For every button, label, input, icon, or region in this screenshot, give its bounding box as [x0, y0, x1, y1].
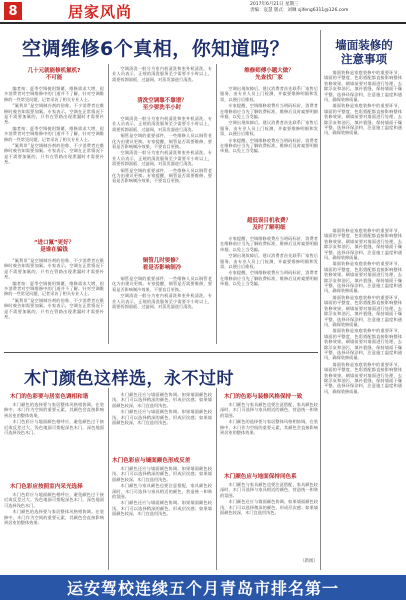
secondary-headline: 木门颜色这样选，永不过时 [24, 369, 234, 389]
subhead-2-line1: “进口氟”更好？ [33, 240, 75, 246]
subhead-5-line1: 维修师傅小题大做？ [244, 68, 294, 74]
paragraph: 编者按：夏季空调使用频繁，维修需求大增，很多消费者对空调维修中的门道并不了解。针对空调维修的一些常见问题，记者采访了相关专业人士。 [4, 86, 104, 102]
bottom-subhead-2: 木门的色彩与装修风格保持一致 [224, 394, 303, 400]
bottom-column-1 [4, 402, 104, 482]
paragraph: 空调清洗一般分为室内机清洗和室外机清洗。专业人员表示，正规的清洗服务至少需要半小时以上，需要拆卸面板、过滤网，对蒸发器进行清洗。 [112, 116, 212, 132]
paragraph: 木门颜色还应与墙面颜色协调。如果墙面颜色较浅，木门可以选择稍深的颜色，形成层次感；如果墙面颜色较深，木门宜选用浅色。 [112, 500, 212, 517]
article-column-1b [4, 258, 104, 344]
paragraph: 墙面装修是家庭装修中的重要环节，墙面的平整度、色彩搭配都直接影响整体装修效果。刷墙前要对墙面进行处理，去除浮灰和油污，填补裂缝，保持墙面干燥平整。选择环保涂料，注意施工温度和通风，确保装修质量。 [324, 103, 402, 136]
paragraph: 木门颜色的选择要与家居整体风格相协调。在装修中，木门作为空间的重要元素，其颜色会直接影响到居室的整体效果。 [4, 509, 104, 526]
subhead-4-line2: 看是否影响制冷 [142, 265, 182, 271]
paragraph: 墙面装修是家庭装修中的重要环节，墙面的平整度、色彩搭配都直接影响整体装修效果。刷墙前要对墙面进行处理，去除浮灰和油污，填补裂缝，保持墙面干燥平整。选择环保涂料，注意施工温度和通风，确保装修质量。 [324, 228, 402, 261]
section-title: 居家风尚 [68, 3, 133, 21]
column-divider [108, 388, 109, 570]
bottom-column-2b [112, 466, 212, 570]
paragraph: 木门颜色与家具颜色也要注意搭配，家具颜色较深时，木门可选择与家具相近的颜色，营造统一和谐的氛围。 [112, 483, 212, 500]
column-divider [320, 30, 321, 570]
paragraph: 墙面装修是家庭装修中的重要环节，墙面的平整度、色彩搭配都直接影响整体装修效果。刷墙前要对墙面进行处理，去除浮灰和油污，填补裂缝，保持墙面干燥平整。选择环保涂料，注意施工温度和通风，确保装修质量。 [324, 261, 402, 294]
paragraph: 墙面装修是家庭装修中的重要环节，墙面的平整度、色彩搭配都直接影响整体装修效果。刷墙前要对墙面进行处理，去除浮灰和油污，填补裂缝，保持墙面干燥平整。选择环保涂料，注意施工温度和通风，确保装修质量。 [324, 328, 402, 361]
column-divider [216, 64, 217, 344]
main-headline: 空调维修6个真相，你知道吗？ [22, 38, 290, 60]
bottom-subhead-3: 木门色彩应按照室内采光选择 [10, 484, 83, 490]
paragraph: 专家提醒，空调维修收费应当明码标价，消费者在维修前应当先了解收费标准，维修后及时索要明细单据，以免上当受骗。 [220, 103, 318, 120]
subhead-1-line2: 不可能 [45, 75, 63, 81]
paragraph: 专家提醒，空调维修收费应当明码标价，消费者在维修前应当先了解收费标准，维修后及时索要明细单据，以免上当受骗。 [220, 137, 318, 154]
subhead-5 [220, 68, 318, 82]
subhead-2-line2: 是谁在骗钱 [40, 247, 68, 253]
side-article-top [324, 70, 402, 225]
side-headline-line2: 注意事项 [341, 52, 387, 66]
subhead-3 [112, 98, 212, 112]
article-column-3b [220, 236, 318, 344]
subhead-3-line1: 清洗空调靠不靠谱？ [137, 98, 187, 104]
paragraph: “氟利昂”是空调制冷剂的俗称，不少消费者在维修时被告知需要加氟。专家表示，空调在正常情况下是不需要加氟的，只有在管路出现泄漏时才需要补充。 [4, 103, 104, 125]
paragraph: 墙面装修是家庭装修中的重要环节，墙面的平整度、色彩搭配都直接影响整体装修效果。刷墙前要对墙面进行处理，去除浮灰和油污，填补裂缝，保持墙面干燥平整。选择环保涂料，注意施工温度和通风，确保装修质量。 [324, 294, 402, 327]
paragraph: 木门色彩应与地面颜色相呼应，避免颜色过于接近或反差过大。浅色地面可搭配深色木门，深色地面可选择浅色木门。 [4, 492, 104, 508]
paragraph: 空调清洗一般分为室内机清洗和室外机清洗。专业人员表示，正规的清洗服务至少需要半小时以上，需要拆卸面板、过滤网，对蒸发器进行清洗。 [112, 66, 212, 82]
bottom-subhead-4: 木门色彩应与墙面颜色形成反差 [112, 458, 191, 464]
subhead-5-line2: 先查找厂家 [255, 75, 283, 81]
header-info [250, 2, 348, 14]
subhead-6-line1: 超低误目机收费？ [246, 218, 291, 224]
paragraph: 木门颜色还应与墙面颜色协调。如果墙面颜色较浅，木门可以选择稍深的颜色，形成层次感；如果墙面颜色较深，木门宜选用浅色。 [220, 499, 318, 516]
paragraph: 专家提醒，空调维修收费应当明码标价，消费者在维修前应当先了解收费标准，维修后及时索要明细单据，以免上当受骗。 [220, 270, 318, 287]
paragraph: 木门颜色的选择要与家居整体风格相协调。在装修中，木门作为空间的重要元素，其颜色会直接影响到居室的整体效果。 [220, 419, 318, 436]
paragraph: 墙面装修是家庭装修中的重要环节，墙面的平整度、色彩搭配都直接影响整体装修效果。刷墙前要对墙面进行处理，去除浮灰和油污，填补裂缝，保持墙面干燥平整。选择环保涂料，注意施工温度和通风，确保装修质量。 [324, 361, 402, 394]
bottom-column-1b [4, 492, 104, 570]
subhead-4-line1: 铜管几时要修？ [142, 258, 182, 264]
subhead-2 [4, 240, 104, 254]
subhead-1 [4, 68, 104, 82]
bottom-column-3 [220, 402, 318, 468]
paragraph: 空调清洗一般分为室内机清洗和室外机清洗。专业人员表示，正规的清洗服务至少需要半小时以上，需要拆卸面板、过滤网，对蒸发器进行清洗。 [112, 293, 212, 310]
side-headline-line1: 墙面装修的 [335, 38, 393, 52]
paragraph: 墙面装修是家庭装修中的重要环节，墙面的平整度、色彩搭配都直接影响整体装修效果。刷墙前要对墙面进行处理，去除浮灰和油污，填补裂缝，保持墙面干燥平整。选择环保涂料，注意施工温度和通风，确保装修质量。 [324, 70, 402, 103]
date-line: 2017年6月21日 星期三 [250, 2, 299, 7]
article-column-2 [112, 116, 212, 256]
paragraph: 木门颜色还应与墙面颜色协调。如果墙面颜色较浅，木门可以选择稍深的颜色，形成层次感；如果墙面颜色较深，木门宜选用浅色。 [112, 392, 212, 408]
paragraph: 木门颜色的选择要与家居整体风格相协调。在装修中，木门作为空间的重要元素，其颜色会直接影响到居室的整体效果。 [4, 402, 104, 418]
subhead-3-line2: 至少要洗半小时 [142, 105, 182, 111]
paragraph: 空调出现故障后，建议消费者首先联系厂家售后服务，由专业人员上门检测，并索要维修明细和发票，以便日后维权。 [220, 253, 318, 270]
section-divider [4, 352, 318, 353]
paragraph: 空调清洗一般分为室内机清洗和室外机清洗。专业人员表示，正规的清洗服务至少需要半小时以上，需要拆卸面板、过滤网，对蒸发器进行清洗。 [112, 150, 212, 167]
paragraph: 编者按：夏季空调使用频繁，维修需求大增，很多消费者对空调维修中的门道并不了解。针对空调维修的一些常见问题，记者采访了相关专业人士。 [4, 280, 104, 297]
side-article [324, 228, 402, 568]
bottom-subhead-1: 木门的色彩要与居室色调相和谐 [10, 394, 89, 400]
subhead-6 [220, 218, 318, 232]
paragraph: 木门颜色与家具颜色也要注意搭配，家具颜色较深时，木门可选择与家具相近的颜色，营造统一和谐的氛围。 [220, 402, 318, 418]
paragraph: 木门色彩应与地面颜色相呼应，避免颜色过于接近或反差过大。浅色地面可搭配深色木门，深色地面可选择浅色木门。 [4, 419, 104, 436]
bottom-column-2 [112, 392, 212, 452]
subhead-1-line1: 几十元就能修机氟机? [27, 68, 81, 74]
article-column-1 [4, 86, 104, 236]
page-number: 8 [4, 2, 22, 20]
paragraph: 铜管是空调的重要部件，一些维修人员以铜管老化为由建议更换。专家提醒，铜管是否需要维修，要看是否影响制冷效果，不要盲目更换。 [112, 133, 212, 150]
bottom-column-3b [220, 482, 318, 552]
ad-banner[interactable]: 运安驾校连续五个月青岛市排名第一 [0, 575, 406, 600]
column-divider [216, 388, 217, 570]
paragraph: “氟利昂”是空调制冷剂的俗称，不少消费者在维修时被告知需要加氟。专家表示，空调在正常情况下是不需要加氟的，只有在管路出现泄漏时才需要补充。 [4, 143, 104, 165]
paragraph: 铜管是空调的重要部件，一些维修人员以铜管老化为由建议更换。专家提醒，铜管是否需要维修，要看是否影响制冷效果，不要盲目更换。 [112, 276, 212, 292]
paragraph: 空调出现故障后，建议消费者首先联系厂家售后服务，由专业人员上门检测，并索要维修明细和发票，以便日后维权。 [220, 86, 318, 102]
article-column-3 [220, 86, 318, 216]
page-header [0, 0, 406, 24]
paragraph: “氟利昂”是空调制冷剂的俗称，不少消费者在维修时被告知需要加氟。专家表示，空调在正常情况下是不需要加氟的，只有在管路出现泄漏时才需要补充。 [4, 258, 104, 280]
paragraph: 铜管是空调的重要部件，一些维修人员以铜管老化为由建议更换。专家提醒，铜管是否需要维修，要看是否影响制冷效果，不要盲目更换。 [112, 167, 212, 184]
paragraph: 木门颜色与家具颜色也要注意搭配，家具颜色较深时，木门可选择与家具相近的颜色，营造统一和谐的氛围。 [220, 482, 318, 498]
bottom-subhead-5: 木门颜色应与地面保持同色系 [224, 474, 297, 480]
paragraph: 木门颜色还应与墙面颜色协调。如果墙面颜色较浅，木门可以选择稍深的颜色，形成层次感；如果墙面颜色较深，木门宜选用浅色。 [112, 466, 212, 482]
paragraph: 木门颜色还应与墙面颜色协调。如果墙面颜色较浅，木门可以选择稍深的颜色，形成层次感；如果墙面颜色较深，木门宜选用浅色。 [112, 409, 212, 426]
editor-line: 责编：袁慧 版式：刘琳 sjifeng6311@126.com [250, 8, 349, 13]
article-column-2-top [112, 66, 212, 96]
subhead-6-line2: 及时了解明细 [252, 225, 286, 231]
paragraph: 编者按：夏季空调使用频繁，维修需求大增，很多消费者对空调维修中的门道并不了解。针对空调维修的一些常见问题，记者采访了相关专业人士。 [4, 125, 104, 142]
article-column-2b [112, 276, 212, 344]
side-headline [324, 38, 404, 66]
byline: （新闻） [300, 559, 318, 564]
paragraph: “氟利昂”是空调制冷剂的俗称，不少消费者在维修时被告知需要加氟。专家表示，空调在正常情况下是不需要加氟的，只有在管路出现泄漏时才需要补充。 [4, 297, 104, 320]
column-divider [108, 64, 109, 344]
subhead-4 [112, 258, 212, 272]
paragraph: 专家提醒，空调维修收费应当明码标价，消费者在维修前应当先了解收费标准，维修后及时索要明细单据，以免上当受骗。 [220, 236, 318, 252]
paragraph: 空调出现故障后，建议消费者首先联系厂家售后服务，由专业人员上门检测，并索要维修明细和发票，以便日后维权。 [220, 120, 318, 137]
